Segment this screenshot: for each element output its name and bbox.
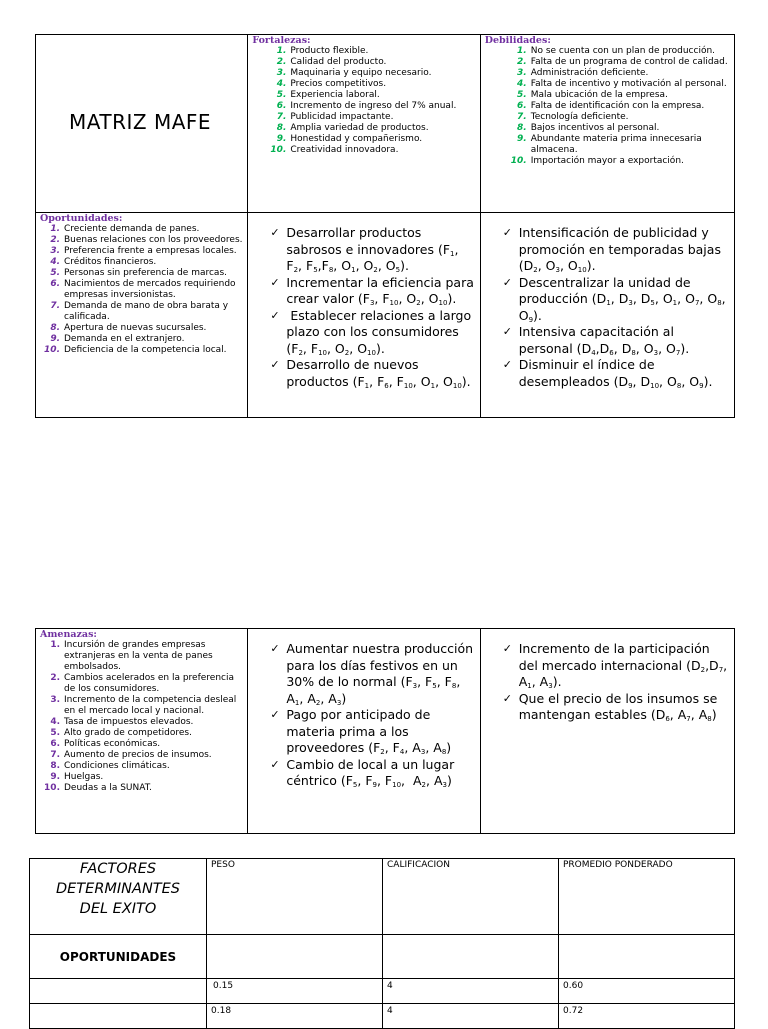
list-item-text: No se cuenta con un plan de producción. [530,46,716,56]
list-item [50,279,244,301]
do-strategy-4: ✓ Disminuir el índice de desempleados ($D_9$, $D_{10}$, $O_8$, $O_9$). [501,357,730,390]
list-item-text: Créditos financieros. [64,257,157,267]
list-item-text: Tecnología deficiente. [530,112,629,122]
list-item-text: Alto grado de competidores. [64,728,192,738]
do-strategies-list [501,225,730,390]
list-item-text: Falta de un programa de control de calidad. [530,57,728,67]
list-item-text: Personas sin preferencia de marcas. [64,268,227,278]
list-item [517,112,730,123]
list-item-text: Políticas económicas. [64,739,161,749]
list-item [50,761,244,772]
list-item-text: Preferencia frente a empresas locales. [64,246,237,256]
efe-header-peso-label: PESO [211,860,235,870]
list-item [276,57,476,68]
fo-strategy-2: ✓ Incrementar la eficiencia para crear valor ($F_3$, $F_{10}$, $O_2$, $O_{10}$). [268,275,475,308]
list-item [50,334,244,345]
efe-row-1-peso-value: 0.15 [213,981,234,991]
efe-header-calificacion-label: CALIFICACION [387,860,450,870]
efe-header-promedio [559,859,735,935]
list-item-text: Demanda en el extranjero. [64,334,185,344]
list-item-number: 5. [50,268,60,278]
fo-strategies-list [268,225,475,390]
fo-strategy-4: ✓ Desarrollo de nuevos productos ($F_1$, $F_6$, $F_{10}$, $O_1$, $O_{10}$). [268,357,475,390]
list-item-number: 10. [44,783,60,793]
efe-header-peso [207,859,383,935]
efe-section-cell [30,935,207,979]
list-item-text: Precios competitivos. [290,79,387,89]
efe-row-1-promedio-value: 0.60 [563,981,584,991]
list-item-number: 10. [510,156,527,166]
efe-row-2-promedio-value: 0.72 [563,1006,584,1016]
do-strategy-1: ✓ Intensificación de publicidad y promoción en temporadas bajas ($D_2$, $O_3$, $O_{10}$). [501,225,730,275]
list-item-number: 7. [50,750,60,760]
list-item [50,750,244,761]
da-strategies-cell [480,629,734,834]
list-item [276,68,476,79]
list-item [517,79,730,90]
list-item [50,246,244,257]
list-item-text: Aumento de precios de insumos. [64,750,212,760]
list-item-text: Apertura de nuevas sucursales. [64,323,207,333]
efe-header-promedio-label: PROMEDIO PONDERADO [563,860,673,870]
list-item [50,640,244,673]
efe-title-cell [30,859,207,935]
list-item-text: Importación mayor a exportación. [530,156,684,166]
list-item-number: 5. [276,90,287,100]
fa-strategies-cell [248,629,480,834]
list-item-text: Incremento de ingreso del 7% anual. [290,101,457,111]
list-item [44,783,244,794]
fa-strategy-1: ✓ Aumentar nuestra producción para los días festivos en un 30% de lo normal ($F_3$, $F_5$, $F_8$, $A_1$, $A_2$, $A_3$) [268,641,475,707]
debilidades-cell [480,35,734,213]
list-item [276,46,476,57]
list-item-text: Amplia variedad de productos. [290,123,429,133]
matrix-title: MATRIZ MAFE [69,109,212,134]
efe-row-2-peso-value: 0.18 [211,1006,232,1016]
list-item [517,46,730,57]
list-item [517,123,730,134]
list-item-number: 8. [276,123,287,133]
efe-title: FACTORES DETERMINANTES DEL EXITO [55,861,181,917]
amenazas-cell [36,629,248,834]
list-item [276,123,476,134]
list-item-text: Deficiencia de la competencia local. [64,345,227,355]
list-item [50,772,244,783]
list-item-number: 1. [517,46,527,56]
list-item-text: Condiciones climáticas. [64,761,170,771]
efe-row-1-promedio [559,979,735,1004]
list-item-number: 6. [276,101,287,111]
list-item-number: 9. [50,772,60,782]
efe-row-1-peso [207,979,383,1004]
list-item-text: Cambios acelerados en la preferencia de los consumidores. [64,673,235,694]
list-item-text: Calidad del producto. [290,57,387,67]
list-item [50,268,244,279]
list-item-text: Tasa de impuestos elevados. [64,717,194,727]
efe-row-2-factor [30,1004,207,1029]
list-item-number: 6. [50,279,60,289]
fa-strategy-2: ✓ Pago por anticipado de materia prima a los proveedores ($F_2$, $F_4$, $A_3$, $A_8$) [268,707,475,757]
fo-strategy-1: ✓ Desarrollar productos sabrosos e innovadores ($F_1$, $F_2$, $F_5,F_8$, $O_1$, $O_2$, $O_5$). [268,225,475,275]
list-item [50,301,244,323]
list-item [276,79,476,90]
list-item-text: Publicidad impactante. [290,112,394,122]
amenazas-table [35,628,735,834]
list-item [50,717,244,728]
list-item-text: Administración deficiente. [530,68,649,78]
list-item-number: 10. [44,345,60,355]
list-item [50,739,244,750]
list-item [517,134,730,156]
efe-header-calificacion [383,859,559,935]
list-item-number: 9. [276,134,287,144]
list-item-text: Creciente demanda de panes. [64,224,200,234]
list-item-number: 3. [276,68,287,78]
list-item [517,57,730,68]
list-item-text: Abundante materia prima innecesaria almacena. [530,134,702,155]
list-item-number: 4. [50,257,60,267]
efe-row [30,979,735,1004]
fo-strategy-3: ✓ Establecer relaciones a largo plazo con los consumidores ($F_2$, $F_{10}$, $O_2$, $O_{10}$). [268,308,475,358]
list-item [276,101,476,112]
list-item-text: Maquinaria y equipo necesario. [290,68,432,78]
oportunidades-heading: Oportunidades: [40,213,123,224]
do-strategy-3: ✓ Intensiva capacitación al personal ($D_4,D_6$, $D_8$, $O_3$, $O_7$). [501,324,730,357]
efe-section-label: OPORTUNIDADES [59,949,177,964]
da-strategies-list [501,641,730,724]
list-item-number: 1. [50,224,60,234]
mafe-matrix-table [35,34,735,418]
list-item-text: Creatividad innovadora. [290,145,399,155]
fo-strategies-cell [248,213,480,418]
list-item [50,323,244,334]
list-item [50,728,244,739]
list-item-text: Deudas a la SUNAT. [64,783,152,793]
list-item [276,134,476,145]
list-item [270,145,476,156]
list-item-number: 2. [50,235,60,245]
amenazas-heading: Amenazas: [40,629,97,640]
list-item-text: Falta de identificación con la empresa. [530,101,705,111]
amenazas-list [44,640,244,794]
list-item-text: Huelgas. [64,772,104,782]
efe-section-empty-2 [383,935,559,979]
list-item [50,235,244,246]
list-item [50,695,244,717]
list-item-number: 5. [50,728,60,738]
efe-row-1-calificacion-value: 4 [387,981,393,991]
oportunidades-cell [36,213,248,418]
list-item-text: Honestidad y compañerismo. [290,134,423,144]
list-item [517,68,730,79]
list-item-text: Bajos incentivos al personal. [530,123,660,133]
list-item-number: 8. [50,323,60,333]
list-item-number: 7. [276,112,287,122]
list-item-text: Nacimientos de mercados requiriendo empresas inversionistas. [64,279,236,300]
list-item [517,90,730,101]
list-item [276,90,476,101]
efe-row-2-calificacion-value: 4 [387,1006,393,1016]
list-item-number: 7. [517,112,527,122]
list-item [50,224,244,235]
list-item-text: Experiencia laboral. [290,90,380,100]
list-item-number: 1. [50,640,60,650]
da-strategy-1: ✓ Incremento de la participación del mercado internacional ($D_2,D_7$, $A_1$, $A_3$). [501,641,730,691]
list-item-text: Falta de incentivo y motivación al personal. [530,79,727,89]
fortalezas-list [270,46,476,156]
fa-strategies-list [268,641,475,790]
list-item-number: 7. [50,301,60,311]
matrix-title-cell [36,35,248,213]
list-item [50,673,244,695]
list-item-number: 4. [517,79,527,89]
list-item-text: Mala ubicación de la empresa. [530,90,668,100]
list-item-number: 9. [517,134,527,144]
efe-table [29,858,735,1029]
list-item-number: 1. [276,46,287,56]
efe-section-empty-1 [207,935,383,979]
list-item-number: 8. [517,123,527,133]
list-item-number: 2. [276,57,287,67]
list-item-text: Producto flexible. [290,46,369,56]
list-item-number: 8. [50,761,60,771]
efe-row-2-calificacion [383,1004,559,1029]
list-item-number: 6. [517,101,527,111]
list-item-number: 4. [50,717,60,727]
fortalezas-cell [248,35,480,213]
list-item-number: 5. [517,90,527,100]
list-item [517,101,730,112]
list-item-text: Demanda de mano de obra barata y calificada. [64,301,229,322]
debilidades-list [510,46,730,167]
list-item-number: 2. [517,57,527,67]
list-item-number: 2. [50,673,60,683]
list-item [276,112,476,123]
debilidades-heading: Debilidades: [484,35,551,46]
list-item [510,156,730,167]
list-item-text: Incremento de la competencia desleal en el mercado local y nacional. [64,695,237,716]
fortalezas-heading: Fortalezas: [252,35,311,46]
efe-row [30,1004,735,1029]
list-item-number: 3. [50,246,60,256]
do-strategy-2: ✓ Descentralizar la unidad de producción ($D_1$, $D_3$, $D_5$, $O_1$, $O_7$, $O_8$, $O_9$). [501,275,730,325]
efe-row-2-peso [207,1004,383,1029]
oportunidades-list [44,224,244,356]
list-item-number: 4. [276,79,287,89]
list-item-text: Incursión de grandes empresas extranjeras en la venta de panes embolsados. [64,640,213,672]
fa-strategy-3: ✓ Cambio de local a un lugar céntrico ($F_5$, $F_9$, $F_{10}$, $A_2$, $A_3$) [268,757,475,790]
efe-row-1-calificacion [383,979,559,1004]
do-strategies-cell [480,213,734,418]
list-item [50,257,244,268]
efe-row-1-factor [30,979,207,1004]
list-item-number: 9. [50,334,60,344]
list-item-number: 3. [517,68,527,78]
da-strategy-2: ✓ Que el precio de los insumos se mantengan estables ($D_6$, $A_7$, $A_8$) [501,691,730,724]
list-item-number: 10. [270,145,287,155]
list-item-text: Buenas relaciones con los proveedores. [64,235,243,245]
efe-section-empty-3 [559,935,735,979]
efe-row-2-promedio [559,1004,735,1029]
list-item-number: 3. [50,695,60,705]
list-item [44,345,244,356]
list-item-number: 6. [50,739,60,749]
